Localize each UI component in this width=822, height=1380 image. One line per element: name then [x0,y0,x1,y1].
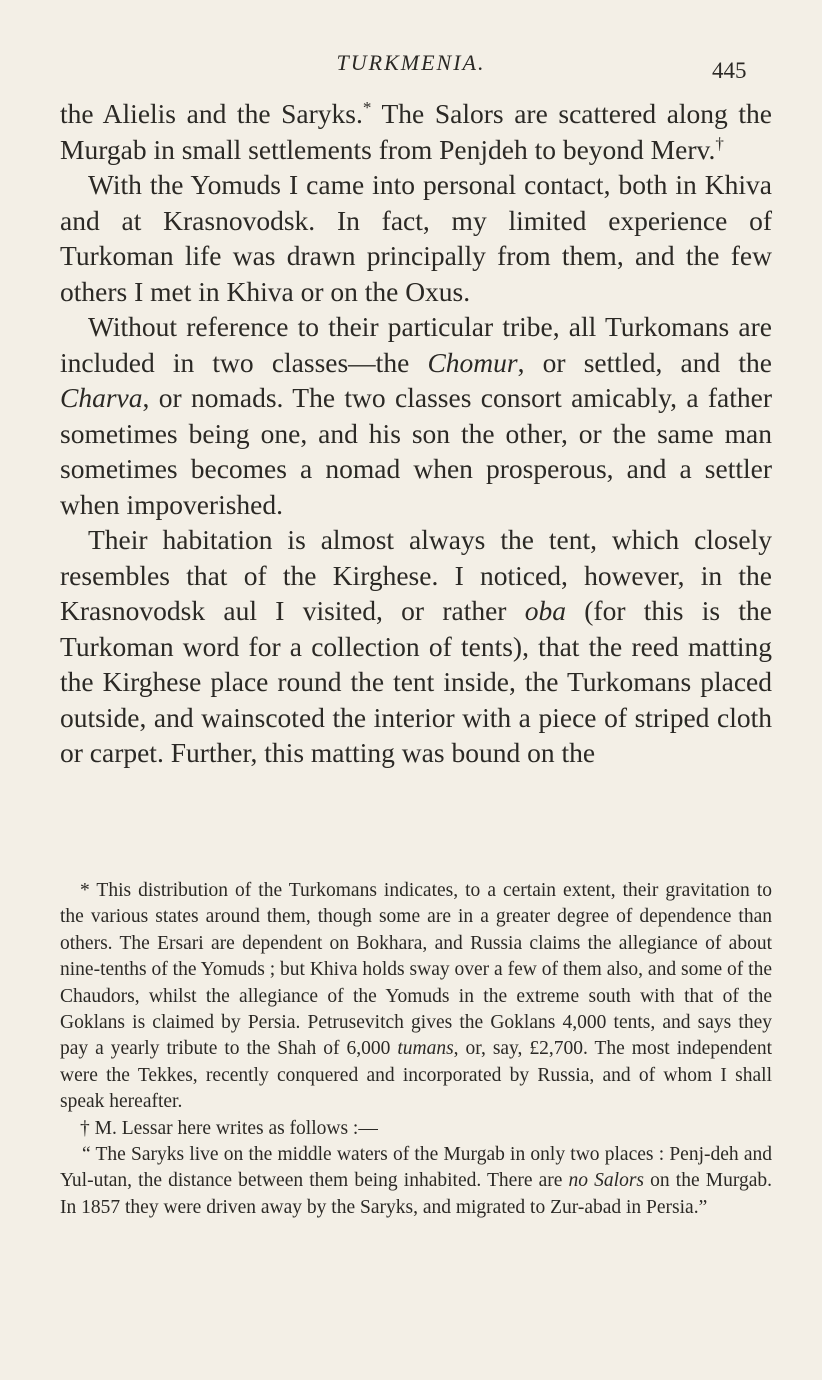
text-run: , or, say, £2,700. The most independent were the Tekkes, recently conquered and incorporated by Russia, and of whom I shall speak hereafter. [60,1038,772,1113]
text-run: “ The Saryks live on the middle waters of the Murgab in only two places : Penj-deh and Yul-utan, the distance between them being inhabited. There are [60,1144,772,1192]
footnote-dagger: † M. Lessar here writes as follows :— [80,1117,378,1139]
text-run: on the Murgab. In 1857 they were driven away by the Saryks, and migrated to Zur-abad in Persia.” [60,1170,772,1218]
paragraph-classes [60,309,772,522]
text-run: , or nomads. The two classes consort amicably, a father sometimes being one, and his son the other, or the same man sometimes becomes a nomad when prosperous, and a settler when impoverished. [60,382,772,520]
italic-term-no-salors: no Salors [568,1170,645,1192]
text-run: The Salors are scattered along the Murgab in small settlements from Penjdeh to beyond Merv. [60,98,773,165]
italic-term-chomur: Chomur [427,346,518,378]
text-run: , or settled, and the [517,346,773,378]
paragraph-continued [60,96,772,167]
text-run: the Alielis and the Saryks. [60,98,363,129]
footnote-quote [60,1142,772,1221]
footnotes [60,878,772,1221]
footnote-marker-dagger: † [715,133,724,153]
text-run: (for this is the Turkoman word for a collection of tents), that the reed matting the Kirghese place round the tent inside, the Turkomans placed outside, and wainscoted the interior with a piece of striped cloth or carpet. Further, this matting was bound on the [60,595,772,768]
paragraph-yomuds: With the Yomuds I came into personal contact, both in Khiva and at Krasnovodsk. In fact, my limited experience of Turkoman life was drawn principally from them, and the few others I met in Khiva or on the Oxus. [60,169,772,307]
text-run: Without reference to their particular tribe, all Turkomans are included in two classes—the [60,311,772,378]
italic-term-charva: Charva [60,382,143,413]
body-text [60,96,772,771]
italic-term-tumans: tumans [397,1038,454,1060]
footnote-marker-asterisk: * [362,97,372,117]
page-number: 445 [712,58,747,83]
footnote-asterisk [60,878,772,1116]
running-title: TURKMENIA. [336,50,486,75]
running-head [0,50,822,86]
italic-term-oba: oba [524,595,566,626]
paragraph-habitation [60,522,772,771]
text-run: Their habitation is almost always the tent, which closely resembles that of the Kirghese. I noticed, however, in the Krasnovodsk aul I visited, or rather [60,524,772,626]
text-run: * This distribution of the Turkomans indicates, to a certain extent, their gravitation to the various states around them, though some are in a greater degree of dependence than others. The Ersari are dependent on Bokhara, and Russia claims the allegiance of about nine-tenths of the Yomuds ; but Khiva holds sway over a few of them also, and some of the Chaudors, whilst the allegiance of the Yomuds in the extreme south with that of the Goklans is claimed by Persia. Petrusevitch gives the Goklans 4,000 tents, and says they pay a yearly tribute to the Shah of 6,000 [60,880,772,1060]
